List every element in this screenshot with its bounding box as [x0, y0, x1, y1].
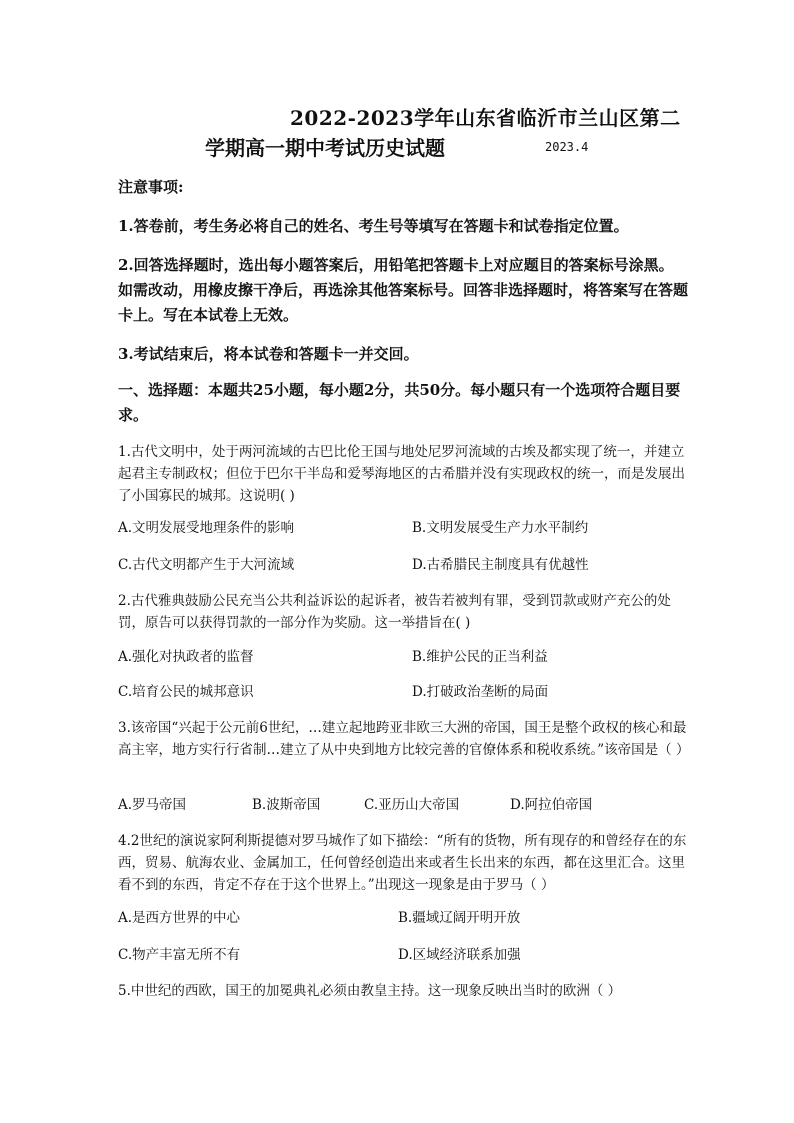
question-2-option-c: C.培育公民的城邦意识: [118, 684, 254, 700]
question-2-option-a: A.强化对执政者的监督: [118, 649, 254, 665]
question-2-stem: 2.古代雅典鼓励公民充当公共利益诉讼的起诉者，被告若被判有罪，受到罚款或财产充公的处罚，原告可以获得罚款的一部分作为奖励。这一举措旨在( ): [118, 593, 671, 631]
question-3-option-a: A.罗马帝国: [118, 797, 187, 813]
question-2-option-d: D.打破政治垄断的局面: [412, 684, 549, 700]
notice-item-1: 1.答卷前，考生务必将自己的姓名、考生号等填写在答题卡和试卷指定位置。: [118, 217, 629, 235]
question-5-stem: 5.中世纪的西欧，国王的加冕典礼必须由教皇主持。这一现象反映出当时的欧洲（ ）: [118, 983, 622, 999]
notice-item-2: 2.回答选择题时，选出每小题答案后，用铅笔把答题卡上对应题目的答案标号涂黑。如需改动，用橡皮擦干净后，再选涂其他答案标号。回答非选择题时，将答案写在答题卡上。写在本试卷上无效。: [118, 256, 689, 324]
question-4-stem: 4.2世纪的演说家阿利斯提德对罗马城作了如下描绘：“所有的货物，所有现存的和曾经存在的东西，贸易、航海农业、金属加工，任何曾经创造出来或者生长出来的东西，都在这里汇合。这里看不到的东西，肯定不存在于这个世界上。”出现这一现象是由于罗马（ ）: [118, 833, 687, 893]
notice-item-3: 3.考试结束后，将本试卷和答题卡一并交回。: [118, 345, 419, 363]
exam-date: 2023.4: [545, 140, 589, 154]
question-4-option-d: D.区域经济联系加强: [398, 947, 521, 963]
notice-heading: 注意事项:: [118, 178, 184, 196]
question-4-option-b: B.疆域辽阔开明开放: [398, 910, 521, 926]
question-3-option-b: B.波斯帝国: [252, 797, 321, 813]
question-1-option-a: A.文明发展受地理条件的影响: [118, 520, 295, 536]
question-1-option-b: B.文明发展受生产力水平制约: [412, 520, 589, 536]
exam-title-text: 学期高一期中考试历史试题: [205, 136, 445, 160]
section-heading: 一、选择题：本题共25小题，每小题2分，共50分。每小题只有一个选项符合题目要求。: [118, 381, 681, 424]
question-1-option-d: D.古希腊民主制度具有优越性: [412, 557, 589, 573]
question-1-option-c: C.古代文明都产生于大河流域: [118, 557, 295, 573]
exam-title-line2: [205, 132, 445, 161]
exam-title-line1: 2022-2023学年山东省临沂市兰山区第二: [290, 106, 681, 130]
question-1-stem: 1.古代文明中，处于两河流域的古巴比伦王国与地处尼罗河流域的古埃及都实现了统一，并建立起君主专制政权；但位于巴尔干半岛和爱琴海地区的古希腊并没有实现政权的统一，而是发展出了小国寡民的城邦。这说明( ): [118, 444, 685, 504]
question-4-option-c: C.物产丰富无所不有: [118, 947, 241, 963]
question-2-option-b: B.维护公民的正当利益: [412, 649, 548, 665]
question-3-option-d: D.阿拉伯帝国: [510, 797, 593, 813]
question-3-option-c: C.亚历山大帝国: [364, 797, 460, 813]
question-4-option-a: A.是西方世界的中心: [118, 910, 241, 926]
question-3-stem: 3.该帝国“兴起于公元前6世纪，…建立起地跨亚非欧三大洲的帝国，国王是整个政权的核心和最高主宰，地方实行行省制…建立了从中央到地方比较完善的官僚体系和税收系统。”该帝国是（ ）: [118, 720, 690, 758]
